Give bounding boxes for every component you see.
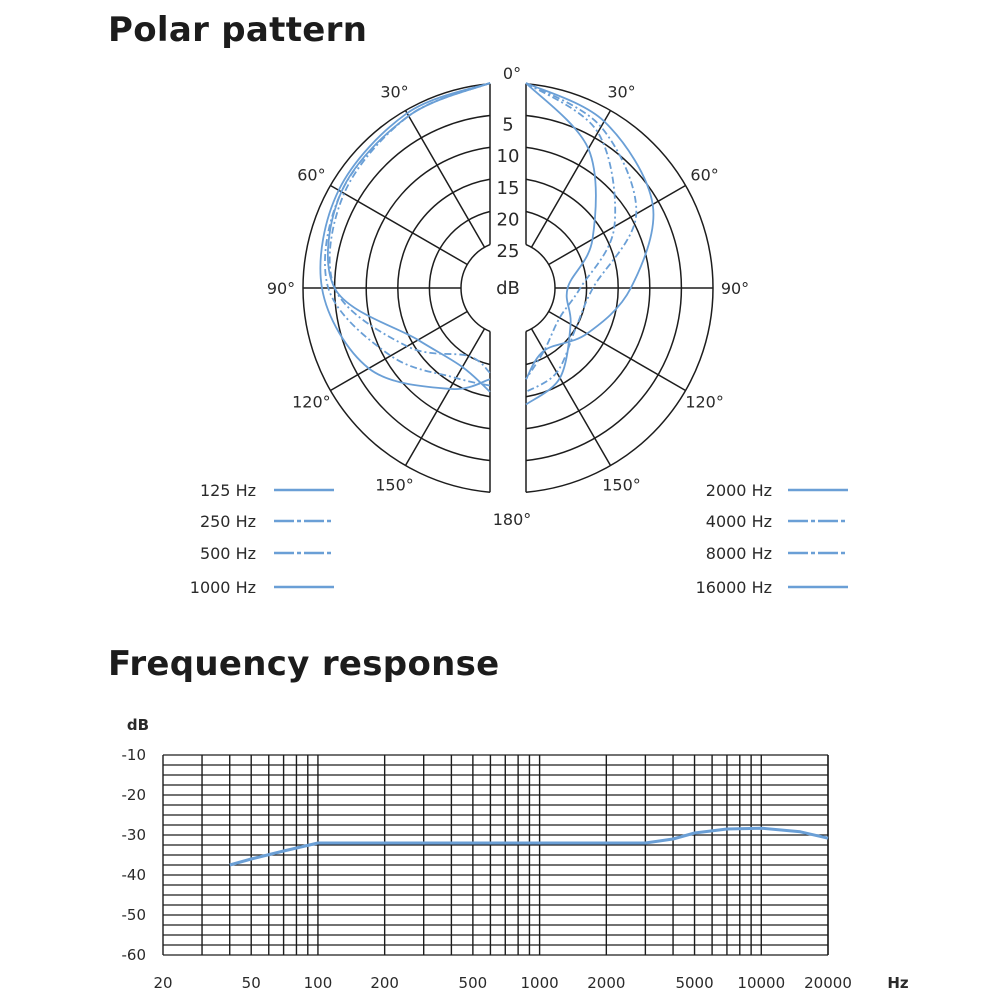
- freq-y-unit: dB: [126, 716, 150, 734]
- polar-angle-label: 150°: [602, 475, 641, 495]
- frequency-response-title: Frequency response: [108, 644, 500, 684]
- freq-x-tick-label: 500: [458, 974, 488, 992]
- polar-db-label: 25: [496, 241, 520, 262]
- polar-db-label: 10: [496, 146, 520, 168]
- freq-x-tick-label: 50: [241, 974, 261, 992]
- freq-x-tick-label: 200: [370, 974, 399, 992]
- legend-label: 125 Hz: [199, 481, 256, 500]
- polar-db-label: 20: [496, 209, 520, 231]
- legend-label: 2000 Hz: [705, 481, 772, 500]
- polar-angle-label: 120°: [685, 392, 724, 412]
- freq-x-tick-label: 1000: [520, 974, 559, 992]
- polar-db-label: 15: [496, 177, 520, 199]
- freq-y-tick-label: -30: [121, 826, 146, 844]
- polar-db-unit: dB: [496, 278, 520, 299]
- freq-x-tick-label: 20000: [804, 974, 852, 992]
- polar-angle-label: 30°: [380, 82, 409, 102]
- legend-label: 8000 Hz: [705, 544, 772, 563]
- freq-y-tick-label: -10: [121, 746, 146, 764]
- freq-x-tick-label: 10000: [737, 974, 786, 992]
- polar-pattern-title: Polar pattern: [108, 10, 368, 50]
- frequency-labels: [122, 716, 909, 992]
- polar-angle-label: 180°: [492, 510, 532, 529]
- polar-angle-label: 90°: [266, 279, 296, 298]
- polar-angle-label: 60°: [297, 165, 326, 185]
- legend-label: 500 Hz: [199, 544, 256, 563]
- freq-x-unit: Hz: [887, 974, 909, 992]
- freq-x-tick-label: 100: [303, 974, 333, 992]
- polar-db-label: 5: [502, 114, 514, 136]
- polar-angle-label: 30°: [607, 82, 636, 102]
- polar-angle-label: 150°: [375, 475, 414, 495]
- legend-label: 250 Hz: [199, 512, 256, 531]
- freq-y-tick-label: -20: [121, 786, 146, 804]
- legend-label: 4000 Hz: [705, 512, 772, 531]
- freq-y-tick-label: -60: [121, 946, 146, 964]
- legend-label: 16000 Hz: [695, 578, 772, 597]
- freq-y-tick-label: -50: [121, 906, 146, 924]
- legend-label: 1000 Hz: [189, 578, 256, 597]
- freq-x-tick-label: 20: [153, 974, 173, 992]
- freq-y-tick-label: -40: [121, 866, 146, 884]
- polar-angle-label: 0°: [502, 64, 522, 83]
- freq-x-tick-label: 5000: [675, 974, 714, 992]
- freq-x-tick-label: 2000: [587, 974, 626, 992]
- polar-angle-label: 90°: [720, 279, 750, 298]
- polar-angle-label: 120°: [292, 392, 331, 412]
- polar-angle-label: 60°: [690, 165, 719, 185]
